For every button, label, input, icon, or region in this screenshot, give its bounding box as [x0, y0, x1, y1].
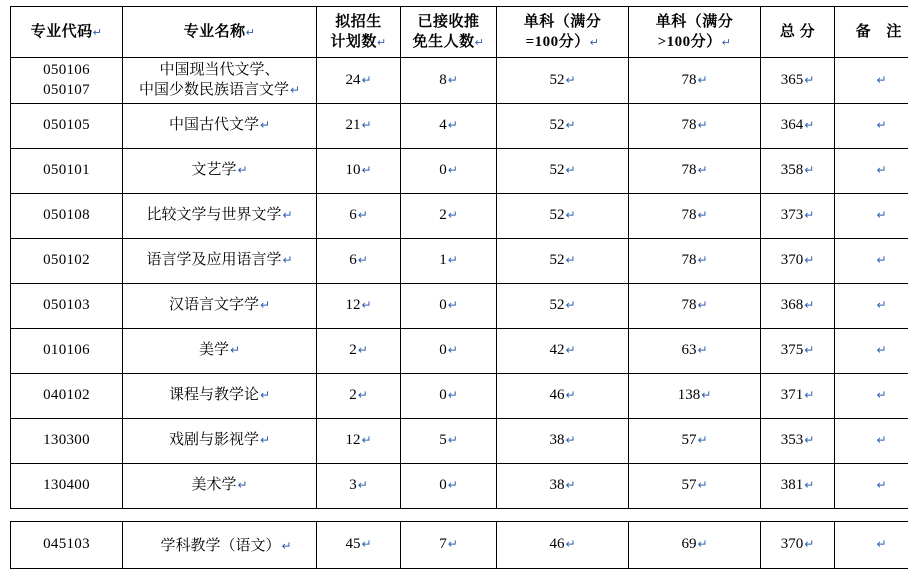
total-score-value: 353 [781, 432, 804, 448]
major-code-line: 050107 [13, 80, 120, 100]
header-plan-count-line2: 计划数 [330, 34, 377, 50]
single-gt100-value: 78 [681, 252, 696, 268]
cell-major-name [123, 521, 317, 568]
cell-total-score [761, 103, 835, 148]
table-row [11, 58, 908, 104]
header-single-subject-100 [497, 7, 629, 58]
cell-major-code [11, 58, 123, 104]
cell-single-100 [497, 148, 629, 193]
table-row [11, 418, 908, 463]
cell-plan-count [317, 148, 401, 193]
major-name-line: 中国现当代文学、 [125, 60, 314, 80]
cell-remark [835, 238, 908, 283]
pilcrow-icon: ↵ [697, 433, 707, 447]
header-major-code [11, 7, 123, 58]
pilcrow-icon: ↵ [260, 433, 270, 447]
pilcrow-icon: ↵ [565, 298, 575, 312]
pilcrow-icon: ↵ [230, 343, 240, 357]
table-row [11, 148, 908, 193]
total-score-value: 358 [781, 162, 804, 178]
pilcrow-icon: ↵ [565, 118, 575, 132]
cell-single-100 [497, 193, 629, 238]
major-code-line: 130300 [13, 430, 120, 450]
cell-remark [835, 418, 908, 463]
pilcrow-icon: ↵ [697, 537, 707, 551]
table-body-continued [11, 521, 908, 568]
recommended-count-value: 0 [439, 477, 447, 493]
total-score-value: 373 [781, 207, 804, 223]
cell-recommended-count [401, 521, 497, 568]
cell-recommended-count [401, 103, 497, 148]
cell-single-100 [497, 373, 629, 418]
cell-plan-count [317, 373, 401, 418]
recommended-count-value: 1 [439, 252, 447, 268]
major-name-line: 美学 [199, 342, 229, 358]
major-name-line: 文艺学 [191, 162, 236, 178]
cell-single-100 [497, 283, 629, 328]
cell-plan-count [317, 103, 401, 148]
cell-remark [835, 193, 908, 238]
pilcrow-icon: ↵ [804, 537, 814, 551]
recommended-count-value: 7 [439, 536, 447, 552]
cell-plan-count [317, 418, 401, 463]
cell-major-name [123, 103, 317, 148]
total-score-value: 370 [781, 536, 804, 552]
header-recommended-count [401, 7, 497, 58]
major-code-line: 130400 [13, 475, 120, 495]
pilcrow-icon: ↵ [361, 73, 371, 87]
pilcrow-icon: ↵ [237, 478, 247, 492]
single-gt100-value: 78 [681, 117, 696, 133]
pilcrow-icon: ↵ [377, 36, 387, 49]
pilcrow-icon: ↵ [246, 26, 256, 39]
pilcrow-icon: ↵ [260, 118, 270, 132]
recommended-count-value: 2 [439, 207, 447, 223]
single-100-value: 38 [549, 432, 564, 448]
table-row [11, 193, 908, 238]
admission-score-table [10, 6, 908, 509]
pilcrow-icon: ↵ [361, 537, 371, 551]
table-row [11, 103, 908, 148]
header-major-name [123, 7, 317, 58]
cell-major-code [11, 103, 123, 148]
total-score-value: 375 [781, 342, 804, 358]
single-gt100-value: 57 [681, 432, 696, 448]
pilcrow-icon: ↵ [448, 433, 458, 447]
pilcrow-icon: ↵ [804, 208, 814, 222]
header-recommended-line1: 已接收推 [403, 12, 494, 32]
pilcrow-icon: ↵ [565, 208, 575, 222]
pilcrow-icon: ↵ [697, 163, 707, 177]
single-100-value: 52 [549, 207, 564, 223]
cell-total-score [761, 328, 835, 373]
header-single-100-line1: 单科（满分 [499, 12, 626, 32]
single-100-value: 52 [549, 72, 564, 88]
pilcrow-icon: ↵ [448, 118, 458, 132]
cell-major-code [11, 328, 123, 373]
recommended-count-value: 0 [439, 162, 447, 178]
single-100-value: 46 [549, 536, 564, 552]
cell-single-gt100 [629, 193, 761, 238]
cell-major-name [123, 328, 317, 373]
pilcrow-icon: ↵ [697, 208, 707, 222]
cell-total-score [761, 521, 835, 568]
cell-plan-count [317, 283, 401, 328]
cell-recommended-count [401, 418, 497, 463]
cell-total-score [761, 418, 835, 463]
single-gt100-value: 78 [681, 297, 696, 313]
pilcrow-icon: ↵ [804, 253, 814, 267]
total-score-value: 371 [781, 387, 804, 403]
pilcrow-icon: ↵ [565, 253, 575, 267]
major-code-line: 040102 [13, 385, 120, 405]
major-code-line: 050108 [13, 205, 120, 225]
pilcrow-icon: ↵ [804, 163, 814, 177]
cell-single-gt100 [629, 463, 761, 508]
pilcrow-icon: ↵ [93, 26, 103, 39]
table-row [11, 238, 908, 283]
header-plan-count-line1: 拟招生 [319, 12, 398, 32]
pilcrow-icon: ↵ [876, 252, 886, 268]
pilcrow-icon: ↵ [448, 343, 458, 357]
table-row [11, 463, 908, 508]
pilcrow-icon: ↵ [876, 297, 886, 313]
pilcrow-icon: ↵ [697, 73, 707, 87]
cell-single-100 [497, 103, 629, 148]
cell-total-score [761, 238, 835, 283]
table-row [11, 328, 908, 373]
cell-plan-count [317, 193, 401, 238]
pilcrow-icon: ↵ [358, 208, 368, 222]
plan-count-value: 12 [345, 297, 360, 313]
single-gt100-value: 69 [681, 536, 696, 552]
pilcrow-icon: ↵ [358, 478, 368, 492]
recommended-count-value: 0 [439, 387, 447, 403]
pilcrow-icon: ↵ [804, 118, 814, 132]
plan-count-value: 12 [345, 432, 360, 448]
pilcrow-icon: ↵ [358, 388, 368, 402]
cell-major-name [123, 193, 317, 238]
plan-count-value: 24 [345, 72, 360, 88]
cell-single-100 [497, 463, 629, 508]
cell-total-score [761, 148, 835, 193]
header-single-gt100-line1: 单科（满分 [631, 12, 758, 32]
cell-total-score [761, 283, 835, 328]
pilcrow-icon: ↵ [358, 343, 368, 357]
major-name-line: 语言学及应用语言学 [146, 252, 281, 268]
plan-count-value: 6 [349, 207, 357, 223]
pilcrow-icon: ↵ [876, 387, 886, 403]
major-code-line: 050102 [13, 250, 120, 270]
single-gt100-value: 78 [681, 207, 696, 223]
pilcrow-icon: ↵ [590, 36, 600, 49]
cell-single-gt100 [629, 103, 761, 148]
cell-total-score [761, 193, 835, 238]
pilcrow-icon: ↵ [804, 73, 814, 87]
pilcrow-icon: ↵ [565, 163, 575, 177]
pilcrow-icon: ↵ [565, 537, 575, 551]
total-score-value: 368 [781, 297, 804, 313]
pilcrow-icon: ↵ [361, 163, 371, 177]
recommended-count-value: 5 [439, 432, 447, 448]
cell-remark [835, 463, 908, 508]
total-score-value: 365 [781, 72, 804, 88]
pilcrow-icon: ↵ [448, 388, 458, 402]
pilcrow-icon: ↵ [448, 537, 458, 551]
header-major-code-text: 专业代码 [31, 24, 93, 40]
table-row [11, 521, 908, 568]
single-100-value: 52 [549, 252, 564, 268]
plan-count-value: 2 [349, 387, 357, 403]
single-100-value: 42 [549, 342, 564, 358]
cell-single-gt100 [629, 373, 761, 418]
recommended-count-value: 4 [439, 117, 447, 133]
pilcrow-icon: ↵ [565, 343, 575, 357]
cell-remark [835, 283, 908, 328]
cell-total-score [761, 373, 835, 418]
cell-major-code [11, 463, 123, 508]
single-100-value: 46 [549, 387, 564, 403]
admission-score-table-continued [10, 521, 908, 569]
header-total-score [761, 7, 835, 58]
plan-count-value: 21 [345, 117, 360, 133]
cell-plan-count [317, 328, 401, 373]
single-100-value: 52 [549, 162, 564, 178]
pilcrow-icon: ↵ [448, 163, 458, 177]
pilcrow-icon: ↵ [697, 253, 707, 267]
cell-single-gt100 [629, 283, 761, 328]
pilcrow-icon: ↵ [448, 253, 458, 267]
pilcrow-icon: ↵ [876, 162, 886, 178]
pilcrow-icon: ↵ [804, 433, 814, 447]
pilcrow-icon: ↵ [697, 298, 707, 312]
pilcrow-icon: ↵ [361, 433, 371, 447]
pilcrow-icon: ↵ [565, 433, 575, 447]
total-score-value: 381 [781, 477, 804, 493]
cell-major-name [123, 58, 317, 104]
cell-remark [835, 58, 908, 104]
pilcrow-icon: ↵ [804, 298, 814, 312]
cell-single-100 [497, 58, 629, 104]
recommended-count-value: 0 [439, 342, 447, 358]
pilcrow-icon: ↵ [697, 343, 707, 357]
pilcrow-icon: ↵ [565, 73, 575, 87]
cell-recommended-count [401, 193, 497, 238]
header-single-100-line2: =100分） [526, 34, 590, 50]
pilcrow-icon: ↵ [237, 163, 247, 177]
cell-major-code [11, 521, 123, 568]
cell-recommended-count [401, 328, 497, 373]
pilcrow-icon: ↵ [448, 73, 458, 87]
cell-single-gt100 [629, 418, 761, 463]
cell-single-gt100 [629, 238, 761, 283]
header-recommended-line2: 免生人数 [413, 34, 475, 50]
major-name-line: 课程与教学论 [169, 387, 259, 403]
major-name-line: 学科教学（语文） [160, 538, 280, 554]
pilcrow-icon: ↵ [290, 83, 300, 97]
major-name-line: 汉语言文字学 [169, 297, 259, 313]
cell-single-100 [497, 418, 629, 463]
pilcrow-icon: ↵ [448, 478, 458, 492]
single-gt100-value: 138 [678, 387, 701, 403]
table-header [11, 7, 908, 58]
major-code-line: 010106 [13, 340, 120, 360]
pilcrow-icon: ↵ [697, 118, 707, 132]
cell-remark [835, 328, 908, 373]
major-code-line: 045103 [12, 536, 121, 553]
plan-count-value: 6 [349, 252, 357, 268]
single-gt100-value: 57 [681, 477, 696, 493]
cell-recommended-count [401, 463, 497, 508]
single-gt100-value: 63 [681, 342, 696, 358]
major-name-line: 美术学 [191, 477, 236, 493]
cell-major-code [11, 193, 123, 238]
header-total-score-text: 总 分 [763, 22, 832, 42]
plan-count-value: 3 [349, 477, 357, 493]
cell-single-100 [497, 238, 629, 283]
pilcrow-icon: ↵ [565, 388, 575, 402]
pilcrow-icon: ↵ [475, 36, 485, 49]
pilcrow-icon: ↵ [260, 298, 270, 312]
major-code-line: 050101 [13, 160, 120, 180]
pilcrow-icon: ↵ [565, 478, 575, 492]
pilcrow-icon: ↵ [876, 207, 886, 223]
single-100-value: 52 [549, 297, 564, 313]
pilcrow-icon: ↵ [260, 388, 270, 402]
cell-major-code [11, 283, 123, 328]
plan-count-value: 2 [349, 342, 357, 358]
pilcrow-icon: ↵ [281, 539, 291, 553]
cell-remark [835, 103, 908, 148]
cell-remark [835, 148, 908, 193]
cell-major-code [11, 373, 123, 418]
major-code-line: 050105 [13, 115, 120, 135]
pilcrow-icon: ↵ [804, 478, 814, 492]
major-name-line: 中国少数民族语言文学 [139, 82, 289, 98]
pilcrow-icon: ↵ [722, 36, 732, 49]
cell-recommended-count [401, 238, 497, 283]
cell-recommended-count [401, 373, 497, 418]
cell-single-100 [497, 328, 629, 373]
pilcrow-icon: ↵ [876, 432, 886, 448]
single-100-value: 38 [549, 477, 564, 493]
pilcrow-icon: ↵ [282, 208, 292, 222]
pilcrow-icon: ↵ [448, 208, 458, 222]
major-name-line: 比较文学与世界文学 [146, 207, 281, 223]
table-body [11, 58, 908, 509]
plan-count-value: 10 [345, 162, 360, 178]
cell-plan-count [317, 58, 401, 104]
pilcrow-icon: ↵ [701, 388, 711, 402]
pilcrow-icon: ↵ [804, 343, 814, 357]
pilcrow-icon: ↵ [361, 298, 371, 312]
pilcrow-icon: ↵ [876, 537, 886, 551]
cell-plan-count [317, 238, 401, 283]
pilcrow-icon: ↵ [282, 253, 292, 267]
cell-major-name [123, 283, 317, 328]
cell-recommended-count [401, 283, 497, 328]
cell-single-gt100 [629, 58, 761, 104]
table-row [11, 373, 908, 418]
cell-single-gt100 [629, 148, 761, 193]
major-code-line: 050103 [13, 295, 120, 315]
cell-total-score [761, 463, 835, 508]
cell-plan-count [317, 463, 401, 508]
pilcrow-icon: ↵ [876, 72, 886, 88]
cell-major-name [123, 418, 317, 463]
major-name-line: 戏剧与影视学 [169, 432, 259, 448]
cell-single-100 [497, 521, 629, 568]
single-100-value: 52 [549, 117, 564, 133]
cell-recommended-count [401, 58, 497, 104]
cell-major-name [123, 238, 317, 283]
single-gt100-value: 78 [681, 162, 696, 178]
pilcrow-icon: ↵ [876, 342, 886, 358]
pilcrow-icon: ↵ [358, 253, 368, 267]
cell-major-name [123, 463, 317, 508]
cell-major-code [11, 148, 123, 193]
pilcrow-icon: ↵ [804, 388, 814, 402]
cell-major-name [123, 148, 317, 193]
header-single-subject-gt100 [629, 7, 761, 58]
major-code-line: 050106 [13, 60, 120, 80]
total-score-value: 370 [781, 252, 804, 268]
cell-major-code [11, 238, 123, 283]
cell-major-name [123, 373, 317, 418]
header-remark-text: 备 注 [837, 22, 908, 42]
cell-single-gt100 [629, 521, 761, 568]
recommended-count-value: 0 [439, 297, 447, 313]
cell-single-gt100 [629, 328, 761, 373]
pilcrow-icon: ↵ [876, 477, 886, 493]
header-plan-count [317, 7, 401, 58]
header-remark [835, 7, 908, 58]
header-single-gt100-line2: >100分） [658, 34, 722, 50]
pilcrow-icon: ↵ [448, 298, 458, 312]
pilcrow-icon: ↵ [697, 478, 707, 492]
table-header-row [11, 7, 908, 58]
pilcrow-icon: ↵ [876, 117, 886, 133]
table-row [11, 283, 908, 328]
cell-recommended-count [401, 148, 497, 193]
cell-remark [835, 373, 908, 418]
cell-plan-count [317, 521, 401, 568]
single-gt100-value: 78 [681, 72, 696, 88]
plan-count-value: 45 [345, 536, 360, 552]
recommended-count-value: 8 [439, 72, 447, 88]
cell-remark [835, 521, 908, 568]
major-name-line: 中国古代文学 [169, 117, 259, 133]
pilcrow-icon: ↵ [361, 118, 371, 132]
total-score-value: 364 [781, 117, 804, 133]
cell-total-score [761, 58, 835, 104]
header-major-name-text: 专业名称 [184, 24, 246, 40]
cell-major-code [11, 418, 123, 463]
